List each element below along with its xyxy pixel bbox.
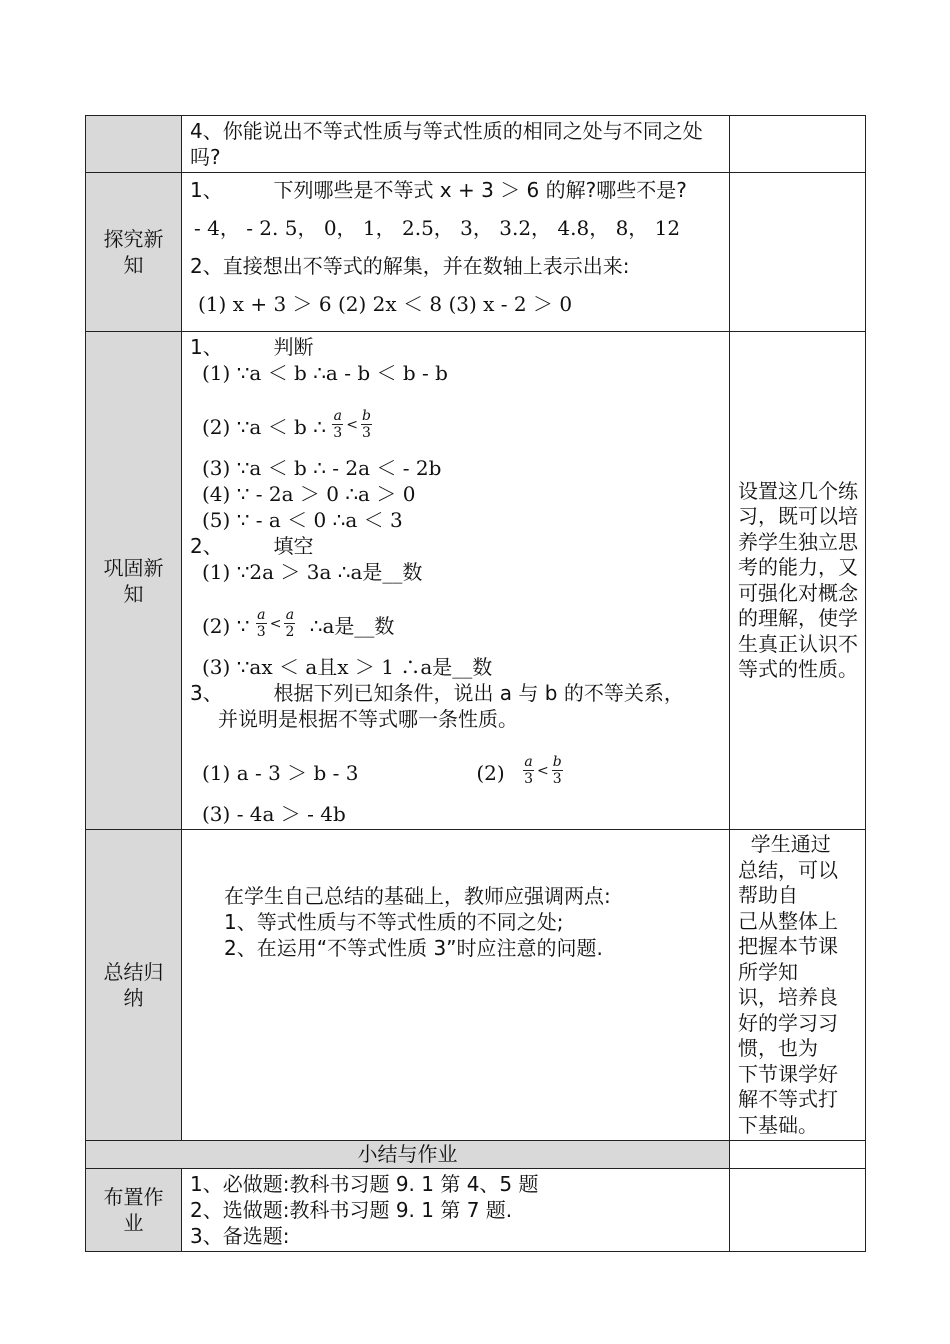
label-summary-text: 总结归纳: [103, 960, 164, 1010]
relation-title-2: 并说明是根据不等式哪一条性质。: [218, 707, 518, 731]
section-header: [86, 1141, 730, 1169]
judge-title: 判断: [273, 335, 314, 359]
relation-number: 3、: [190, 681, 223, 705]
summary-note-10: 下节课学好: [738, 1061, 838, 1086]
explore-content: [182, 173, 730, 332]
frac-lt: <: [346, 416, 358, 433]
summary-note-5: 把握本节课: [738, 934, 838, 958]
label-summary: [86, 830, 182, 1141]
row-consolidate: [86, 332, 866, 830]
note-explore: [730, 173, 866, 332]
relation-item-2-fraction: [523, 754, 563, 787]
judge-item-4: (4) ∵ - 2a ＞ 0 ∴a ＞ 0: [202, 482, 416, 506]
label-consolidate-text: 巩固新知: [103, 555, 164, 606]
fill-item-1: (1) ∵2a ＞ 3a ∴a是__数: [202, 560, 423, 584]
frac-num-a: a: [524, 754, 533, 770]
frac-num-a: a: [257, 607, 266, 623]
summary-line-2: 1、等式性质与不等式性质的不同之处;: [224, 910, 564, 934]
summary-note-8: 好的学习习: [738, 1010, 838, 1035]
relation-items-1-2: [190, 754, 721, 801]
relation-item-2: (2): [476, 761, 505, 785]
explore-q2-items: (1) x + 3 ＞ 6 (2) 2x ＜ 8 (3) x - 2 ＞ 0: [198, 292, 573, 316]
summary-note-7: 识，培养良: [738, 985, 838, 1009]
fill-item-2-line: [190, 607, 721, 654]
frac-lt: <: [536, 762, 549, 779]
summary-note-11: 解不等式打: [738, 1087, 838, 1111]
label-homework-text: 布置作业: [103, 1185, 164, 1235]
row-intro: [86, 116, 866, 173]
note-header: [730, 1141, 866, 1169]
summary-note-12: 下基础。: [738, 1112, 818, 1137]
note-consolidate: [730, 332, 866, 830]
fill-item-2: (2) ∵: [202, 614, 250, 638]
relation-item-1: (1) a - 3 ＞ b - 3: [202, 761, 359, 785]
label-consolidate: [86, 332, 182, 830]
intro-question: 4、你能说出不等式性质与等式性质的相同之处与不同之处吗?: [190, 119, 703, 169]
summary-note-3: 帮助自: [738, 883, 798, 907]
explore-q2-text: 2、直接想出不等式的解集，并在数轴上表示出来:: [190, 254, 630, 278]
section-header-title: 小结与作业: [357, 1142, 458, 1166]
summary-line-1: 在学生自己总结的基础上，教师应强调两点:: [224, 884, 611, 908]
consolidate-content: [182, 332, 730, 830]
homework-content: [182, 1169, 730, 1252]
frac-den-3: 3: [256, 624, 266, 640]
homework-line-3: 3、备选题:: [190, 1224, 290, 1248]
relation-title: 根据下列已知条件，说出 a 与 b 的不等关系，: [273, 681, 684, 705]
frac-lt: <: [269, 615, 282, 632]
homework-line-2: 2、选做题:教科书习题 9. 1 第 7 题.: [190, 1198, 513, 1222]
row-homework: [86, 1169, 866, 1252]
frac-den-3: 3: [333, 425, 343, 441]
note-summary: [730, 830, 866, 1141]
summary-note-9: 惯，也为: [738, 1036, 818, 1060]
judge-item-5: (5) ∵ - a ＜ 0 ∴a ＜ 3: [202, 508, 403, 532]
fill-item-2-fraction: [256, 607, 296, 640]
summary-line-3: 2、在运用“不等式性质 3”时应注意的问题.: [224, 936, 603, 960]
note-consolidate-text: 设置这几个练习，既可以培养学生独立思考的能力，又可强化对概念的理解，使学生真正认识不等式的性质。: [738, 478, 858, 681]
relation-item-3: (3) - 4a ＞ - 4b: [202, 802, 346, 826]
intro-content: [182, 116, 730, 173]
frac-den-3: 3: [552, 771, 562, 787]
fill-title: 填空: [273, 534, 314, 558]
summary-note-2: 总结，可以: [738, 857, 838, 882]
judge-item-2-fraction: [332, 408, 372, 441]
explore-q1-values: - 4， - 2. 5， 0， 1， 2.5， 3， 3.2， 4.8， 8， 12: [194, 216, 681, 240]
label-intro: [86, 116, 182, 173]
frac-num-a: a: [285, 607, 295, 623]
judge-item-2: (2) ∵a ＜ b ∴: [202, 415, 326, 439]
summary-note-6: 所学知: [738, 959, 798, 984]
row-summary: [86, 830, 866, 1141]
row-explore: [86, 173, 866, 332]
summary-note-1: 学生通过: [738, 832, 831, 856]
note-homework: [730, 1169, 866, 1252]
frac-den-3: 3: [361, 425, 371, 441]
summary-content: [182, 830, 730, 1141]
fill-item-3: (3) ∵ax ＜ a且x ＞ 1 ∴a是__数: [202, 655, 493, 679]
fill-number: 2、: [190, 534, 223, 558]
judge-item-3: (3) ∵a ＜ b ∴ - 2a ＜ - 2b: [202, 456, 442, 480]
judge-item-2-line: [190, 408, 721, 455]
judge-number: 1、: [190, 335, 223, 359]
label-explore-text: 探究新知: [103, 227, 164, 277]
explore-q1-number: 1、: [190, 178, 223, 202]
row-section-header: [86, 1141, 866, 1169]
frac-den-2: 2: [285, 624, 295, 640]
frac-num-b: b: [552, 754, 562, 770]
summary-note-4: 己从整体上: [738, 908, 838, 933]
frac-den-3: 3: [524, 771, 533, 787]
homework-line-1: 1、必做题:教科书习题 9. 1 第 4、5 题: [190, 1172, 539, 1196]
label-explore: [86, 173, 182, 332]
judge-item-1: (1) ∵a ＜ b ∴a - b ＜ b - b: [202, 361, 448, 385]
frac-num-b: b: [361, 408, 371, 424]
fill-item-2-tail: ∴a是__数: [309, 614, 395, 638]
frac-num-a: a: [333, 408, 342, 424]
note-intro: [730, 116, 866, 173]
lesson-plan-table: [85, 115, 866, 1252]
label-homework: [86, 1169, 182, 1252]
explore-q1-text: 下列哪些是不等式 x + 3 ＞ 6 的解?哪些不是?: [273, 178, 687, 202]
